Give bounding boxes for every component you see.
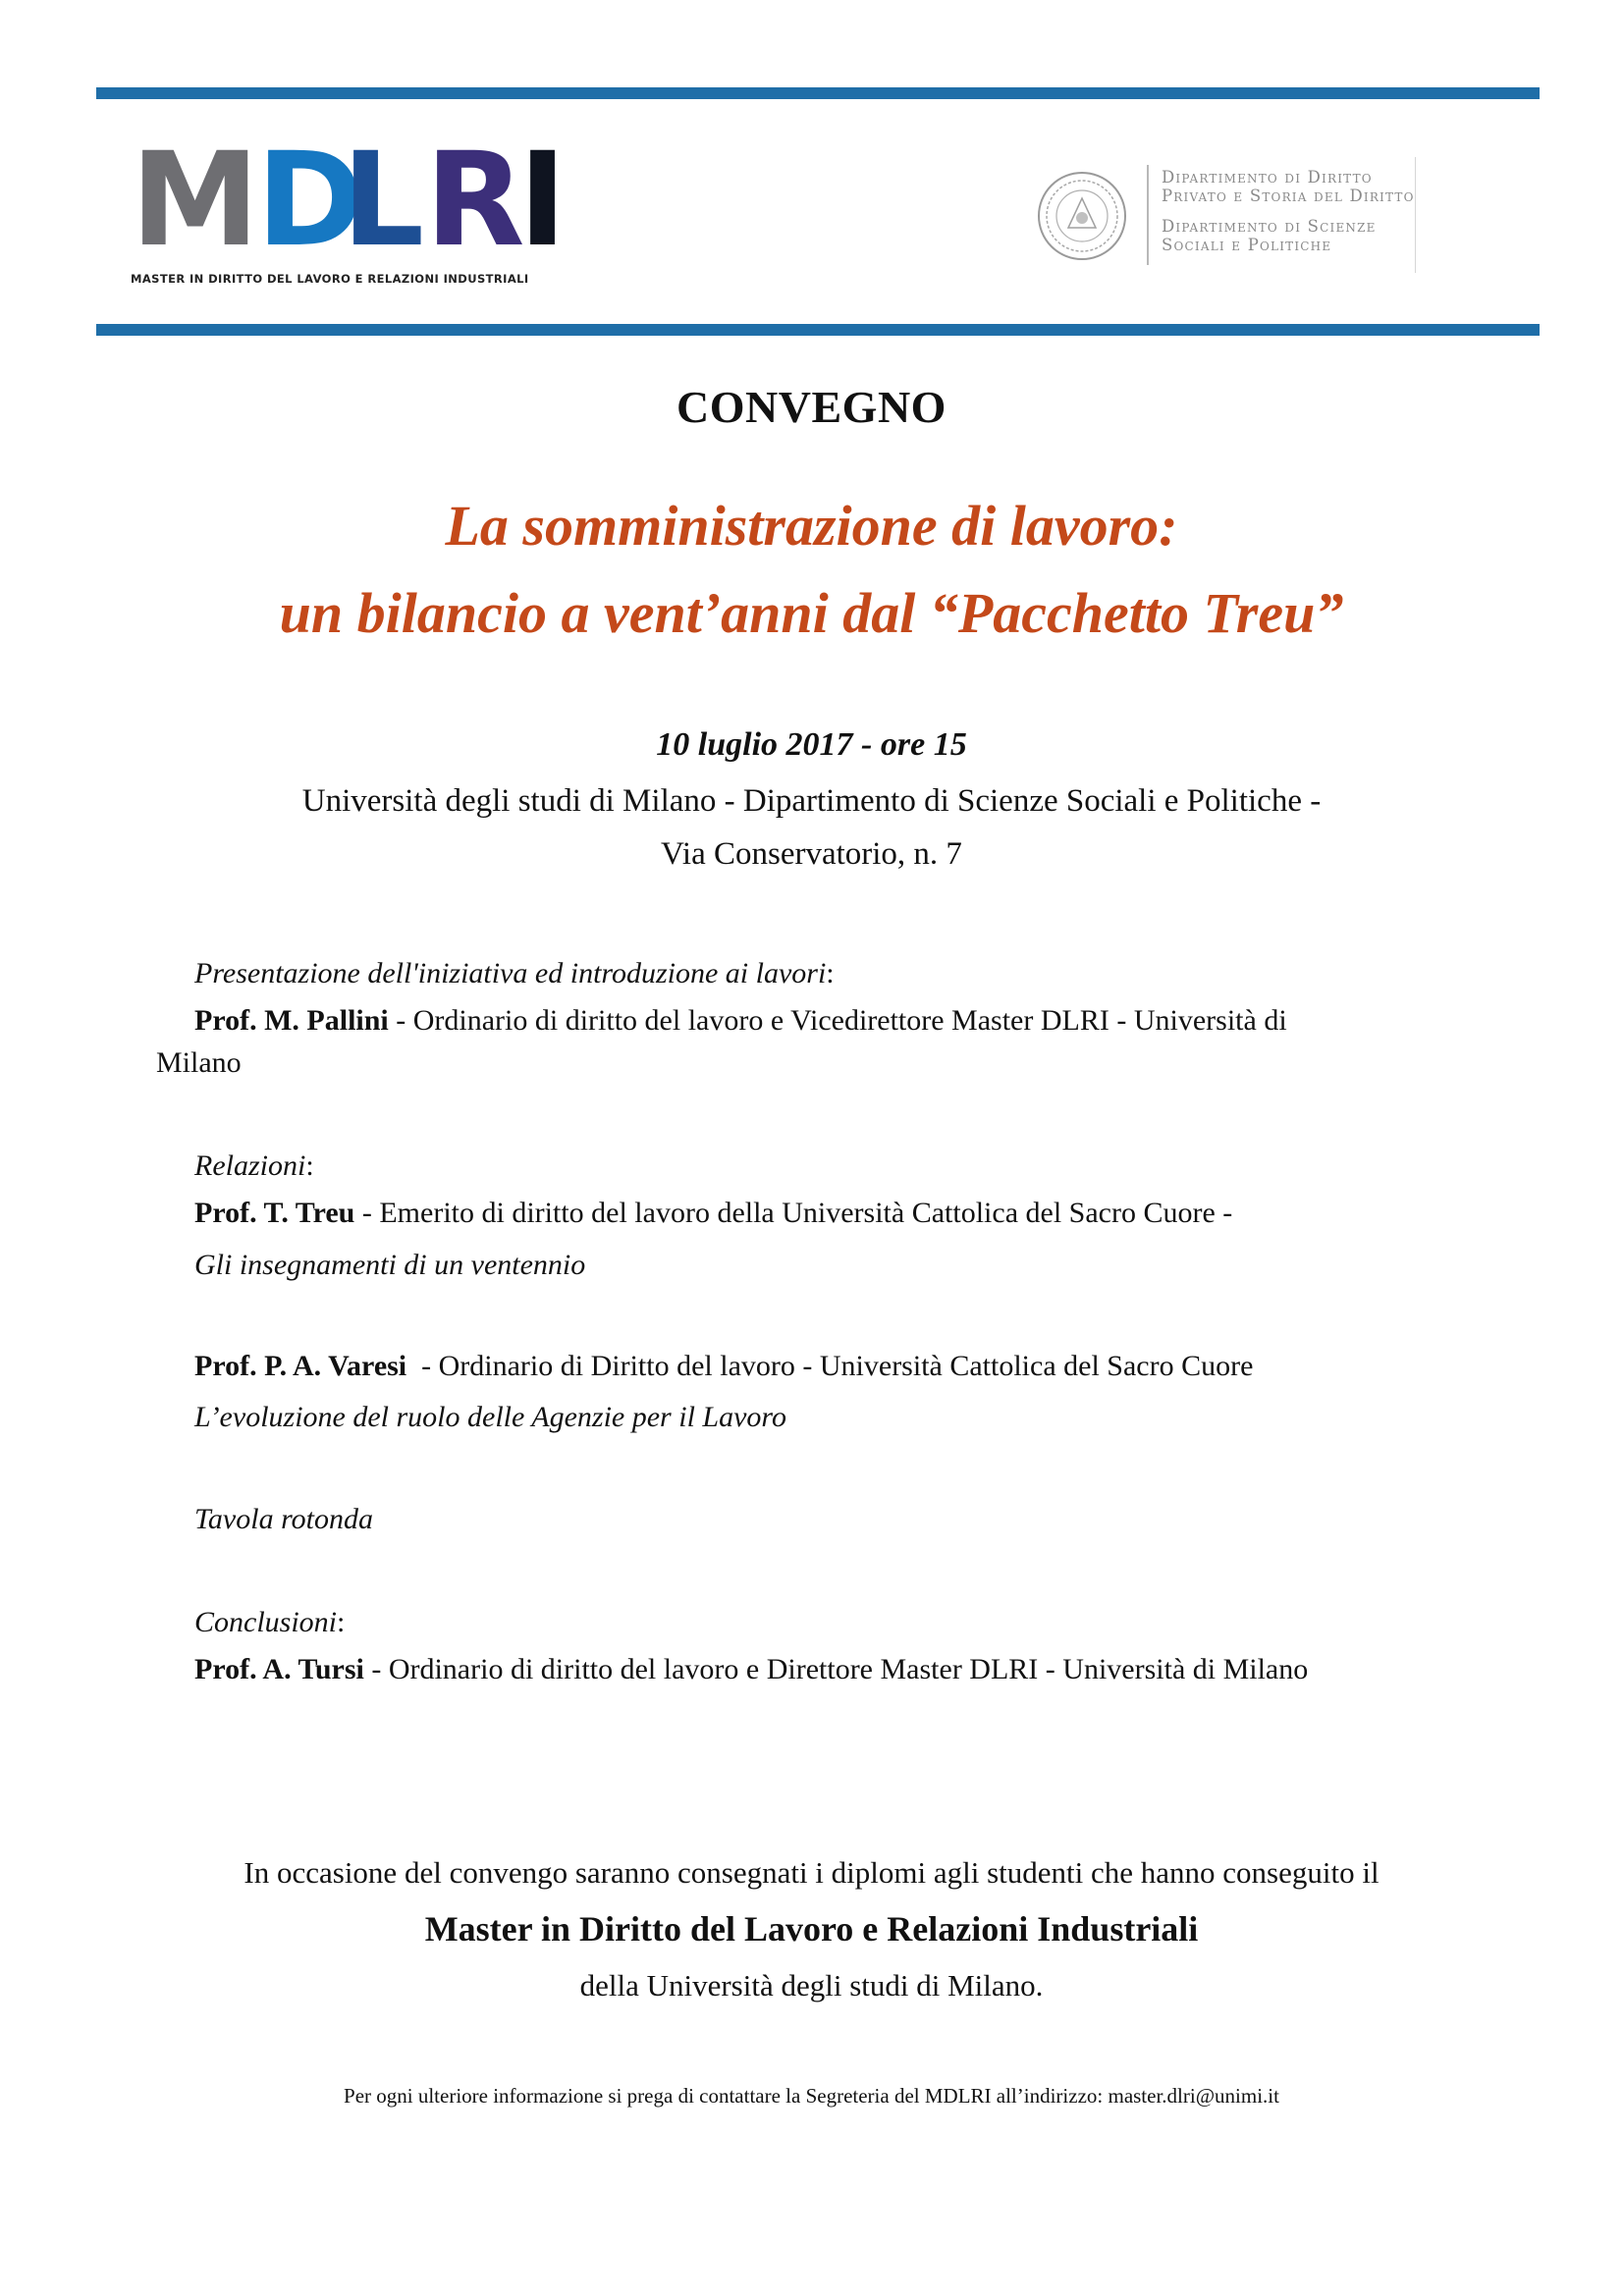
department-name-line: Sociali e Politiche	[1162, 236, 1332, 254]
logo-letter-m: M	[131, 125, 256, 276]
closing-text-line-1: In occasione del convengo saranno consegnati i diplomi agli studenti che hanno conseguito il	[243, 1855, 1380, 1890]
contact-footer-note: Per ogni ulteriore informazione si prega di contattare la Segreteria del MDLRI all’indirizzo: master.dlri@unimi.it	[344, 2084, 1279, 2108]
closing-text-line-3: della Università degli studi di Milano.	[579, 1968, 1044, 2002]
talk-topic: Gli insegnamenti di un ventennio	[194, 1249, 586, 1281]
label-colon: :	[826, 957, 835, 989]
master-program-name: Master in Diritto del Lavoro e Relazioni Industriali	[424, 1909, 1199, 1949]
label-colon: :	[337, 1606, 346, 1638]
speaker-role: - Ordinario di diritto del lavoro e Direttore Master DLRI - Università di Milano	[363, 1653, 1309, 1685]
talk-topic: L’evoluzione del ruolo delle Agenzie per il Lavoro	[194, 1401, 786, 1433]
logo-letter-d: D	[256, 125, 360, 276]
event-type-heading: CONVEGNO	[676, 382, 947, 432]
mdlri-logo	[131, 125, 600, 297]
department-name-line: Dipartimento di Diritto	[1162, 168, 1373, 187]
speaker-name: Prof. T. Treu	[194, 1197, 355, 1229]
speaker-varesi	[194, 1350, 1253, 1383]
speaker-treu	[194, 1197, 1232, 1230]
event-title-line-1: La somministrazione di lavoro:	[445, 494, 1178, 558]
speaker-name: Prof. M. Pallini	[194, 1004, 389, 1037]
logo-letter-r: R	[425, 125, 521, 276]
logo-letter-i: I	[518, 125, 564, 276]
intro-label-text: Presentazione dell'iniziativa ed introduzione ai lavori	[194, 957, 827, 989]
university-seal-icon	[1035, 169, 1129, 263]
department-name-line: Dipartimento di Scienze	[1162, 217, 1377, 236]
logo-frame-line	[1415, 157, 1416, 273]
intro-section-label	[194, 957, 835, 990]
label-colon: :	[305, 1149, 314, 1182]
conclusioni-section-label	[194, 1606, 345, 1639]
speaker-role: - Emerito di diritto del lavoro della Università Cattolica del Sacro Cuore -	[354, 1197, 1233, 1229]
relazioni-label-text: Relazioni	[194, 1149, 306, 1182]
department-name-line: Privato e Storia del Diritto	[1162, 187, 1415, 205]
conclusioni-label-text: Conclusioni	[194, 1606, 338, 1638]
logo-tagline: MASTER IN DIRITTO DEL LAVORO E RELAZIONI INDUSTRIALI	[131, 272, 529, 286]
event-date: 10 luglio 2017 - ore 15	[656, 726, 967, 763]
speaker-name: Prof. P. A. Varesi	[194, 1350, 407, 1382]
relazioni-section-label	[194, 1149, 314, 1183]
header-top-rule	[96, 87, 1540, 99]
event-venue-line-1: Università degli studi di Milano - Dipartimento di Scienze Sociali e Politiche -	[301, 783, 1322, 819]
speaker-pallini	[194, 1004, 1481, 1038]
speaker-role-continuation: Milano	[156, 1046, 242, 1079]
event-title-line-2: un bilancio a vent’anni dal “Pacchetto Treu”	[279, 581, 1344, 645]
logo-divider	[1147, 165, 1149, 265]
logo-letter-l: L	[342, 125, 421, 276]
speaker-name: Prof. A. Tursi	[194, 1653, 364, 1685]
speaker-tursi	[194, 1653, 1308, 1686]
department-logo	[1029, 157, 1490, 273]
event-venue-line-2: Via Conservatorio, n. 7	[661, 836, 962, 872]
speaker-role: - Ordinario di diritto del lavoro e Vicedirettore Master DLRI - Università di	[388, 1004, 1287, 1037]
speaker-role: - Ordinario di Diritto del lavoro - Università Cattolica del Sacro Cuore	[406, 1350, 1254, 1382]
header-bottom-rule	[96, 324, 1540, 336]
round-table-label: Tavola rotonda	[194, 1503, 373, 1535]
